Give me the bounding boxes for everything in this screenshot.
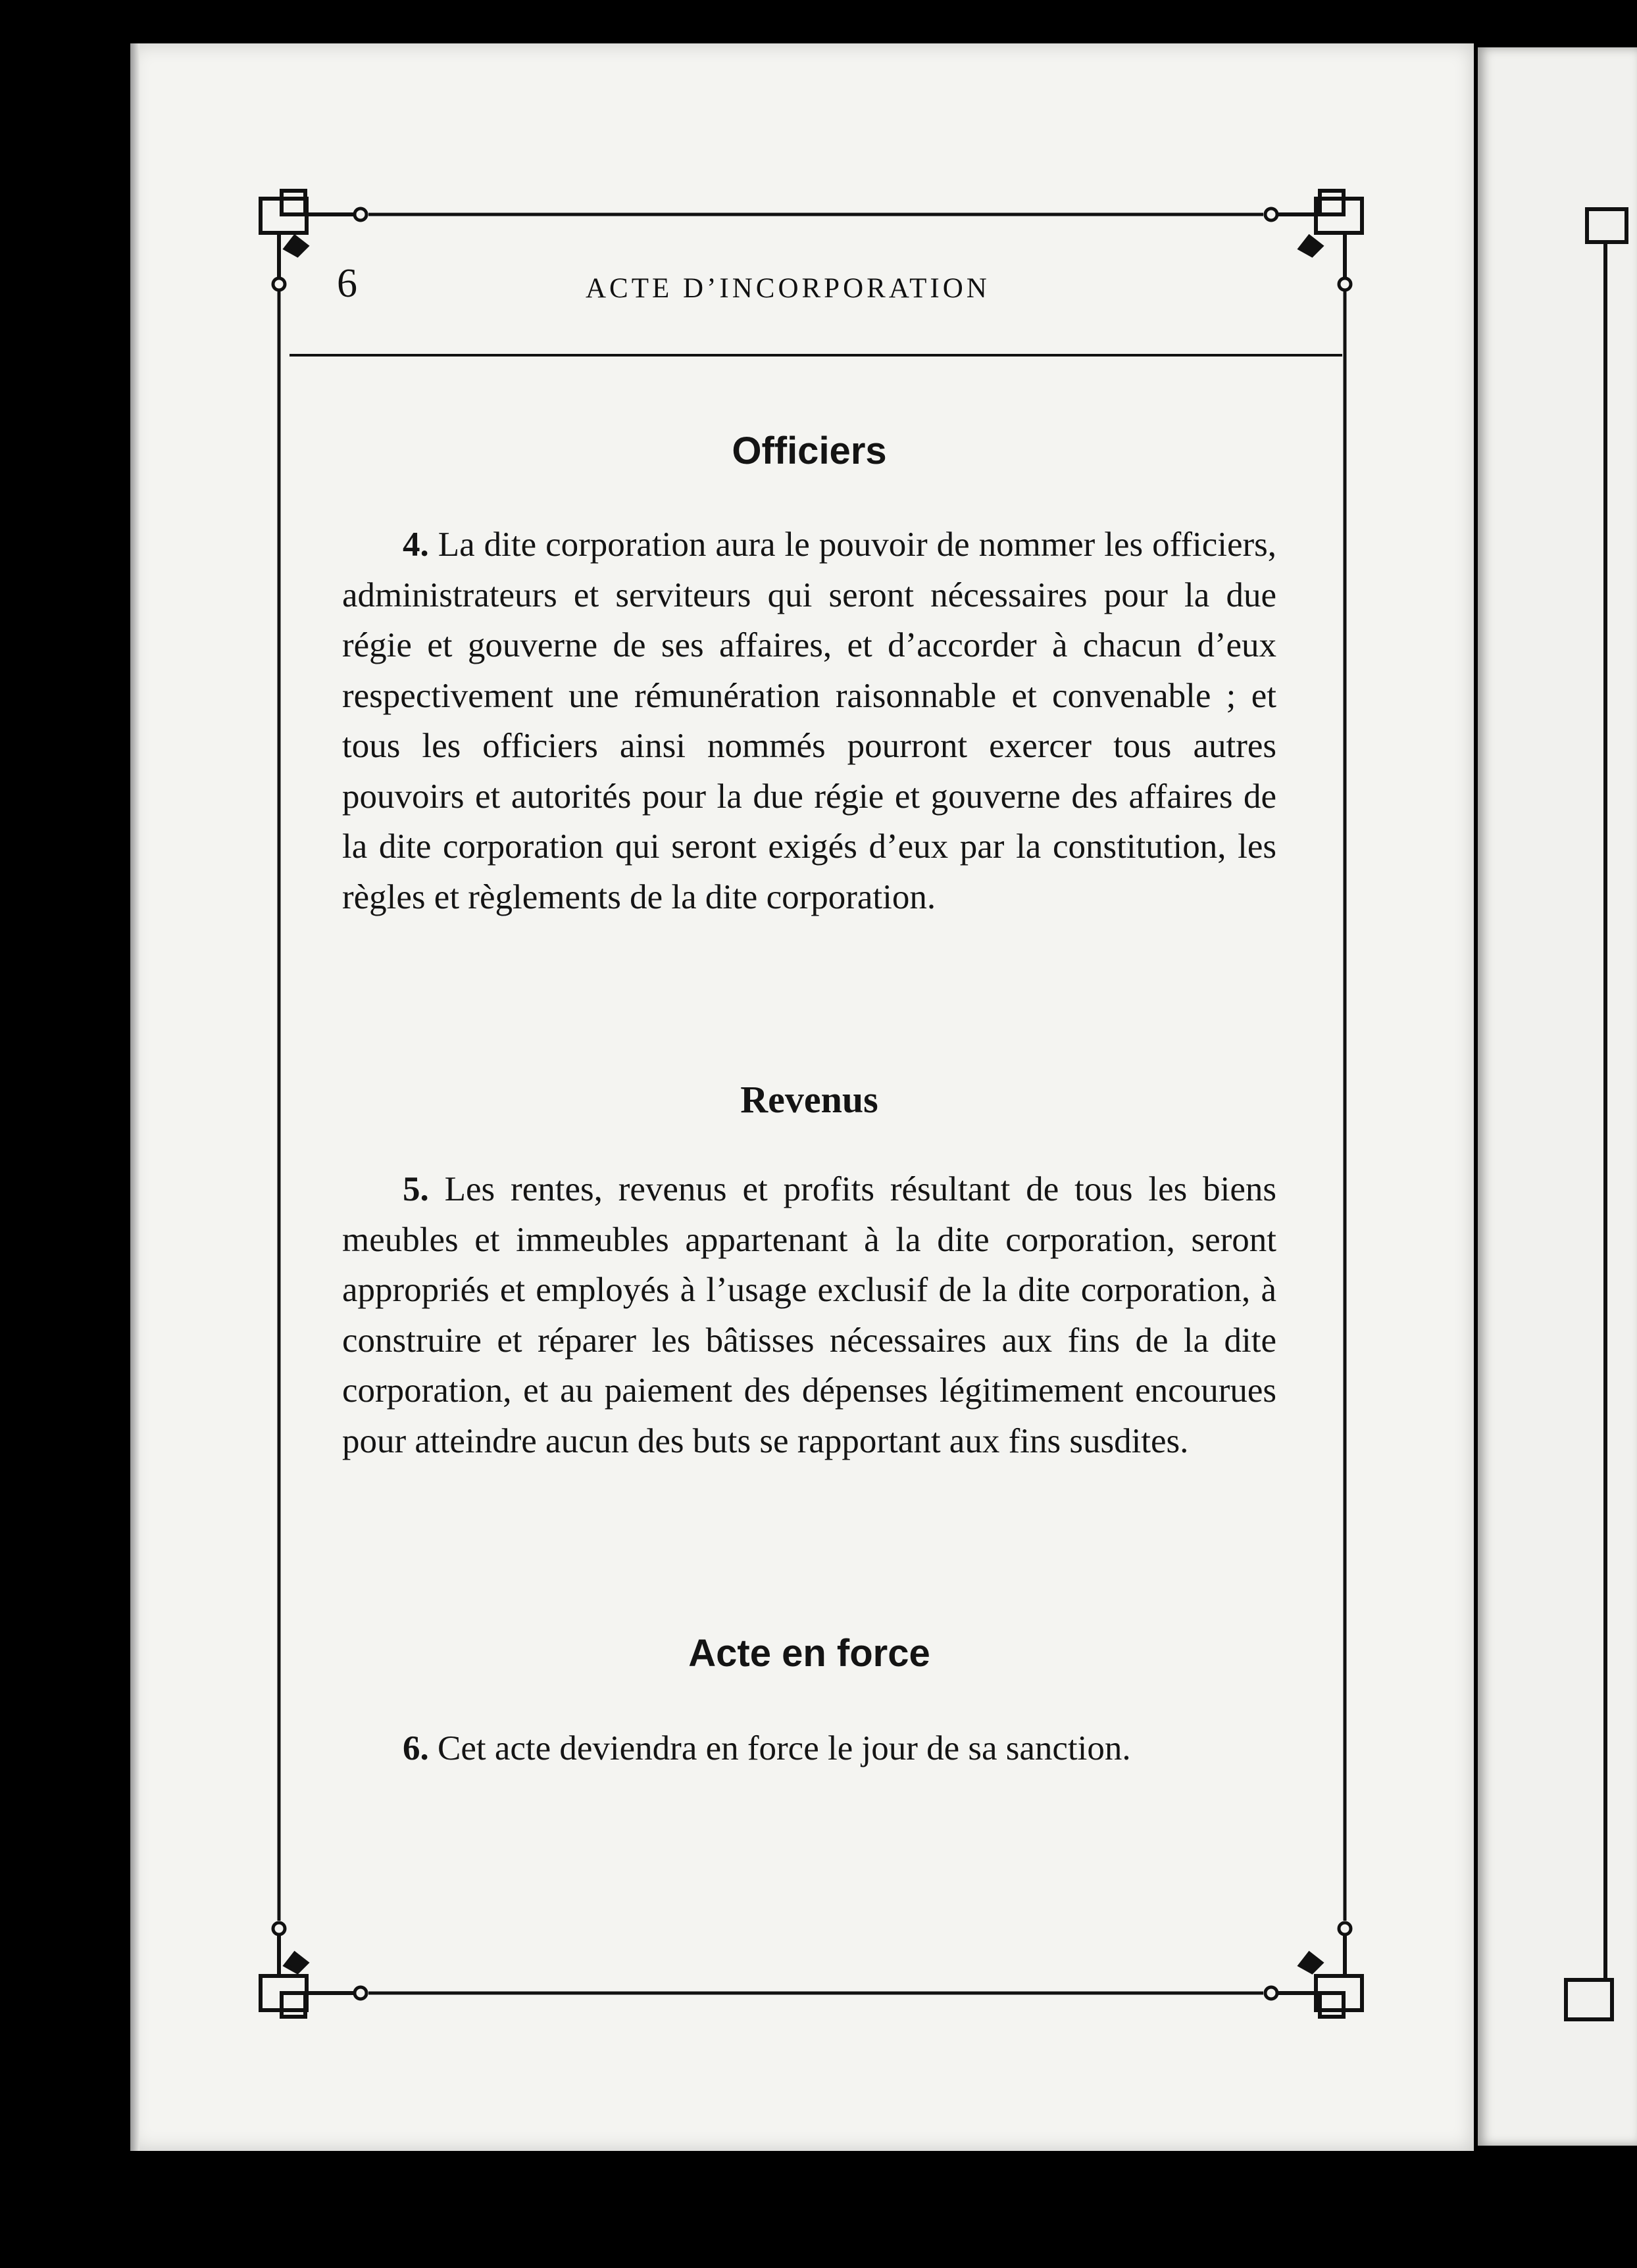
facing-page-ornament-bottom	[1566, 1927, 1612, 2019]
article-number: 5.	[403, 1170, 429, 1208]
page-number: 6	[337, 261, 357, 306]
article-number: 6.	[403, 1729, 429, 1767]
article-text: Les rentes, revenus et profits résultant de tous les biens meubles et immeubles appartenant à la dite corporation, seront appropriés et employés à l’usage exclusif de la dite corporation, à construire et réparer les bâtisses nécessaires aux fins de la dite corporation, et au paiement des dépenses légitimement encourues pour atteindre aucun des buts se rapportant aux fins susdites.	[342, 1170, 1277, 1460]
facing-page-ornament-top	[1587, 209, 1626, 1927]
article-text: La dite corporation aura le pouvoir de nommer les officiers, administrateurs et serviteurs qui seront nécessaires pour la due régie et gouverne de ses affaires, et d’accorder à chacun d’eux respectivement une rémunération raisonnable et convenable ; et tous les officiers ainsi nommés pourront exercer tous autres pouvoirs et autorités pour la due régie et gouverne des affaires de la dite corporation qui seront exigés d’eux par la constitution, les règles et règlements de la dite corporation.	[342, 526, 1276, 916]
corner-ornament-top-right	[1276, 191, 1362, 279]
corner-ornament-bottom-right	[1276, 1934, 1362, 2017]
article-5-paragraph	[342, 1164, 1276, 1466]
section-heading-revenus: Revenus	[740, 1078, 878, 1121]
article-6-paragraph	[342, 1723, 1276, 1774]
section-heading-acte-en-force: Acte en force	[688, 1632, 930, 1675]
article-number: 4.	[403, 526, 429, 564]
corner-ornament-bottom-left	[261, 1934, 355, 2017]
article-text: Cet acte deviendra en force le jour de sa sanction.	[438, 1729, 1131, 1767]
article-4-paragraph	[342, 520, 1276, 922]
section-heading-officiers: Officiers	[732, 430, 887, 472]
running-header-title: ACTE D’INCORPORATION	[586, 273, 990, 304]
